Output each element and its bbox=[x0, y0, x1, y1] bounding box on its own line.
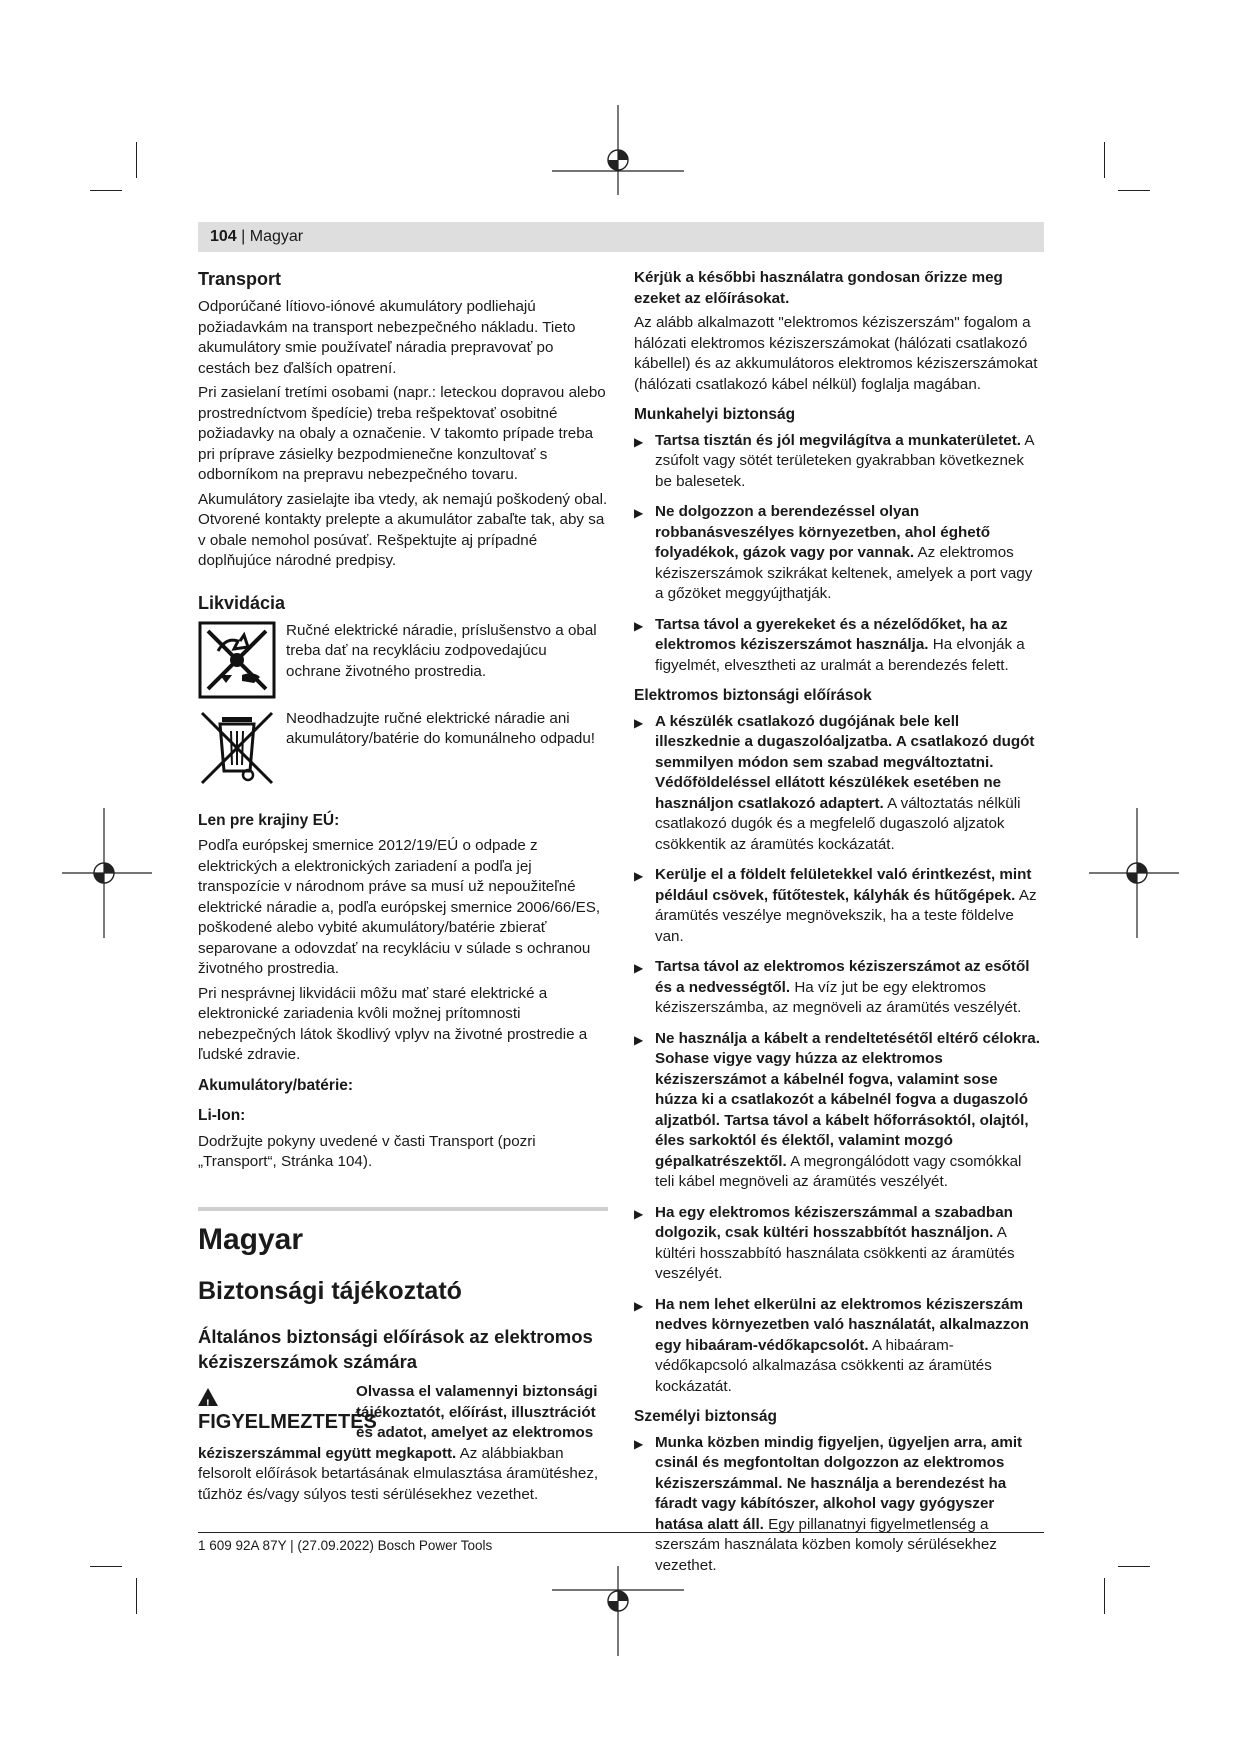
item-bold: Munka közben mindig figyeljen, ügyeljen arra, amit csinál és megfontoltan dolgozzon az elektromos kéziszerszámmal. Ne használja a berendezést ha fáradt vagy kábítószer, alkohol vagy gyógyszer hatása alatt áll. bbox=[655, 1433, 1023, 1533]
list-item bbox=[634, 1203, 1044, 1285]
eu-paragraph: Podľa európskej smernice 2012/19/EÚ o odpade z elektrických a elektronických zariadení a podľa jej transpozície v národnom práve sa musí už nepoužiteľné elektrické náradie a, podľa európskej smernice 2006/66/ES, poškodené alebo vybité akumulátory/batérie zbierať separovane a odovzdať na recykláciu v súlade s ochranou životného prostredia. bbox=[198, 837, 601, 977]
item-bold: Tartsa távol az elektromos kéziszerszámot az esőtől és a nedvességtől. bbox=[655, 958, 1030, 996]
magyar-section bbox=[198, 1222, 608, 1505]
disposal-heading: Likvidácia bbox=[198, 592, 286, 613]
item-text: Egy pillanatnyi figyelmetlenség a szerszám használata közben komoly sérülésekhez vezethet. bbox=[655, 1515, 997, 1574]
bullet-arrow-icon: ▶ bbox=[634, 1436, 644, 1451]
crop-mark bbox=[1104, 142, 1105, 178]
list-item bbox=[634, 712, 1044, 856]
header-language: Magyar bbox=[249, 228, 304, 245]
transport-paragraph: Pri zasielaní tretími osobami (napr.: leteckou dopravou alebo prostredníctvom špedície) treba rešpektovať osobitné požiadavky na obaly a označenie. V takomto prípade treba pri príprave zásielky bezpodmienečne konzultovať s odborníkom na prepravu nebezpečného tovaru. bbox=[198, 384, 606, 483]
warning-triangle-icon: ! bbox=[198, 1388, 218, 1406]
crop-mark bbox=[1104, 1578, 1105, 1614]
transport-paragraph: Akumulátory zasielajte iba vtedy, ak nemajú poškodený obal. Otvorené kontakty prelepte a akumulátor zabaľte tak, aby sa v obale nemohol posúvať. Rešpektujte aj prípadné doplňujúce národné predpisy. bbox=[198, 490, 608, 569]
list-item bbox=[634, 1295, 1044, 1398]
waste-bin-notice bbox=[198, 709, 608, 787]
list-item bbox=[634, 615, 1044, 677]
batteries-heading: Akumulátory/batérie: bbox=[198, 1076, 354, 1094]
list-item bbox=[634, 1029, 1044, 1193]
crop-mark bbox=[136, 1578, 137, 1614]
item-bold: A készülék csatlakozó dugójának bele kell illeszkednie a dugaszolóaljzatba. A csatlakozó dugót semmilyen módon sem szabad megváltoztatni. Védőföldeléssel ellátott készülékek esetében ne használjon csatlakozó adaptert. bbox=[655, 712, 1035, 812]
item-text: Ha víz jut be egy elektromos kéziszerszámba, az megnöveli az áramütés veszélyét. bbox=[655, 978, 1022, 1016]
recycle-symbol-icon bbox=[198, 621, 276, 699]
bullet-arrow-icon: ▶ bbox=[634, 1206, 644, 1221]
page-header: 104 | Magyar bbox=[198, 222, 1044, 252]
crossed-bin-icon bbox=[198, 709, 276, 787]
bullet-arrow-icon: ▶ bbox=[634, 869, 644, 883]
item-text: Ha elvonják a figyelmét, elvesztheti az uralmát a berendezés felett. bbox=[655, 636, 1025, 674]
item-bold: Ha egy elektromos kéziszerszámmal a szabadban dolgozik, csak kültéri hosszabbítót használjon. bbox=[655, 1203, 1013, 1241]
general-safety-heading: Általános biztonsági előírások az elektromos kéziszerszámok számára bbox=[198, 1326, 593, 1372]
crop-mark bbox=[1118, 1566, 1150, 1567]
warning-label bbox=[198, 1386, 377, 1434]
liion-paragraph: Dodržujte pokyny uvedené v časti Transport (pozri „Transport“, Stránka 104). bbox=[198, 1132, 536, 1170]
item-bold: Ne dolgozzon a berendezéssel olyan robbanásveszélyes környezetben, ahol éghető folyadékok, gázok vagy por vannak. bbox=[655, 503, 991, 561]
crop-mark bbox=[90, 190, 122, 191]
recycling-text: Ručné elektrické náradie, príslušenstvo a obal treba dať na recykláciu zodpovedajúcu ochrane životného prostredia. bbox=[286, 621, 597, 680]
bullet-arrow-icon: ▶ bbox=[634, 1298, 644, 1313]
warning-label-text: FIGYELMEZTETÉS bbox=[198, 1411, 377, 1433]
section-divider bbox=[198, 1207, 608, 1211]
recycling-notice bbox=[198, 621, 608, 699]
transport-paragraph: Odporúčané lítiovo-iónové akumulátory podliehajú požiadavkám na transport nebezpečného nákladu. Tieto akumulátory smie používateľ náradia prepravovať po cestách bez ďalších opatrení. bbox=[198, 298, 576, 377]
list-item bbox=[634, 1433, 1044, 1577]
transport-heading: Transport bbox=[198, 269, 282, 289]
crop-mark bbox=[90, 1566, 122, 1567]
electrical-list bbox=[634, 712, 1044, 1398]
electrical-heading: Elektromos biztonsági előírások bbox=[634, 687, 872, 704]
item-bold: Ne használja a kábelt a rendeltetésétől eltérő célokra. Sohase vigye vagy húzza az elektromos kéziszerszámot a kábelnél fogva, valamint sose húzza ki a csatlakozót a kábelnél fogva a dugaszoló aljzatból. Tartsa távol a kábelt hőforrásoktól, olajtól, éles sarkoktól és élektől, valamint mozgó gépalkatrészektől. bbox=[655, 1029, 1040, 1170]
item-text: A megrongálódott vagy csomókkal teli kábel megnöveli az áramütés veszélyét. bbox=[655, 1152, 1022, 1190]
list-item bbox=[634, 865, 1044, 947]
bullet-arrow-icon: ▶ bbox=[634, 506, 644, 520]
bullet-arrow-icon: ▶ bbox=[634, 434, 644, 449]
item-text: Az áramütés veszélye megnövekszik, ha a teste földelve van. bbox=[655, 886, 1037, 945]
warning-text: Az alábbiakban felsorolt előírások betartásának elmulasztása áramütéshez, tűzhöz és/vagy súlyos testi sérülésekhez vezethet. bbox=[198, 1444, 599, 1503]
personal-list bbox=[634, 1433, 1044, 1577]
crop-mark bbox=[136, 142, 137, 178]
waste-bin-text: Neodhadzujte ručné elektrické náradie ani akumulátory/batérie do komunálneho odpadu! bbox=[286, 709, 596, 747]
item-text: A kültéri hosszabbító használata csökkenti az áramütés veszélyét. bbox=[655, 1224, 1015, 1282]
left-column bbox=[198, 268, 608, 1177]
item-bold: Kerülje el a földelt felületekkel való érintkezést, mint például csövek, fűtőtestek, kályhák és hűtőgépek. bbox=[655, 866, 1032, 904]
bullet-arrow-icon: ▶ bbox=[634, 618, 644, 633]
eu-heading: Len pre krajiny EÚ: bbox=[198, 811, 340, 829]
item-bold: Tartsa távol a gyerekeket és a nézelődőket, ha az elektromos kéziszerszámot használja. bbox=[655, 615, 1008, 653]
bullet-arrow-icon: ▶ bbox=[634, 1032, 644, 1047]
bullet-arrow-icon: ▶ bbox=[634, 961, 644, 975]
page-number: 104 bbox=[210, 228, 237, 245]
item-text: Az elektromos kéziszerszámok szikrákat keltenek, amelyek a port vagy a gőzöket meggyújthatják. bbox=[655, 544, 1033, 602]
safety-title: Biztonsági tájékoztató bbox=[198, 1277, 462, 1305]
footer-rule bbox=[198, 1532, 1044, 1533]
magyar-title: Magyar bbox=[198, 1223, 304, 1256]
workplace-list bbox=[634, 431, 1044, 677]
liion-heading: Li-Ion: bbox=[198, 1107, 246, 1124]
list-item bbox=[634, 502, 1044, 605]
crop-mark bbox=[1118, 190, 1150, 191]
item-text: A hibaáram-védőkapcsoló alkalmazása csökkenti az áramütés kockázatát. bbox=[655, 1336, 992, 1395]
warning-bold-text: Olvassa el valamennyi biztonsági tájékoztatót, előírást, illusztrációt és adatot, amelyet az elektromos kéziszerszámmal együtt megkapott. bbox=[198, 1383, 598, 1462]
page-footer: 1 609 92A 87Y | (27.09.2022) Bosch Power Tools bbox=[198, 1538, 493, 1553]
registration-mark-icon bbox=[62, 808, 152, 938]
item-bold: Tartsa tisztán és jól megvilágítva a munkaterületet. bbox=[655, 431, 1022, 449]
personal-heading: Személyi biztonság bbox=[634, 1408, 777, 1425]
warning-block bbox=[198, 1382, 608, 1505]
keep-instructions: Kérjük a későbbi használatra gondosan őrizze meg ezeket az előírásokat. bbox=[634, 269, 1003, 307]
list-item bbox=[634, 957, 1044, 1019]
right-column bbox=[634, 268, 1044, 1586]
workplace-heading: Munkahelyi biztonság bbox=[634, 406, 796, 423]
item-bold: Ha nem lehet elkerülni az elektromos kéziszerszám nedves környezetben való használatát, alkalmazzon egy hibaáram-védőkapcsolót. bbox=[655, 1295, 1029, 1354]
eu-paragraph: Pri nesprávnej likvidácii môžu mať staré elektrické a elektronické zariadenia kvôli možnej prítomnosti nebezpečných látok škodlivý vplyv na životné prostredie a ľudské zdravie. bbox=[198, 984, 588, 1063]
intro-paragraph: Az alább alkalmazott "elektromos kéziszerszám" fogalom a hálózati elektromos kéziszerszámokat (hálózati csatlakozó kábellel) és az akkumulátoros elektromos kéziszerszámokat (hálózati csatlakozó kábel nélkül) foglalja magában. bbox=[634, 314, 1038, 393]
registration-mark-icon bbox=[1089, 808, 1179, 938]
list-item bbox=[634, 431, 1044, 493]
item-text: A változtatás nélküli csatlakozó dugók és a megfelelő dugaszoló aljzatok csökkentik az áramütés kockázatát. bbox=[655, 794, 1021, 853]
item-text: A zsúfolt vagy sötét területeken gyakrabban következnek be balesetek. bbox=[655, 431, 1034, 490]
bullet-arrow-icon: ▶ bbox=[634, 715, 644, 730]
registration-mark-icon bbox=[552, 105, 684, 195]
